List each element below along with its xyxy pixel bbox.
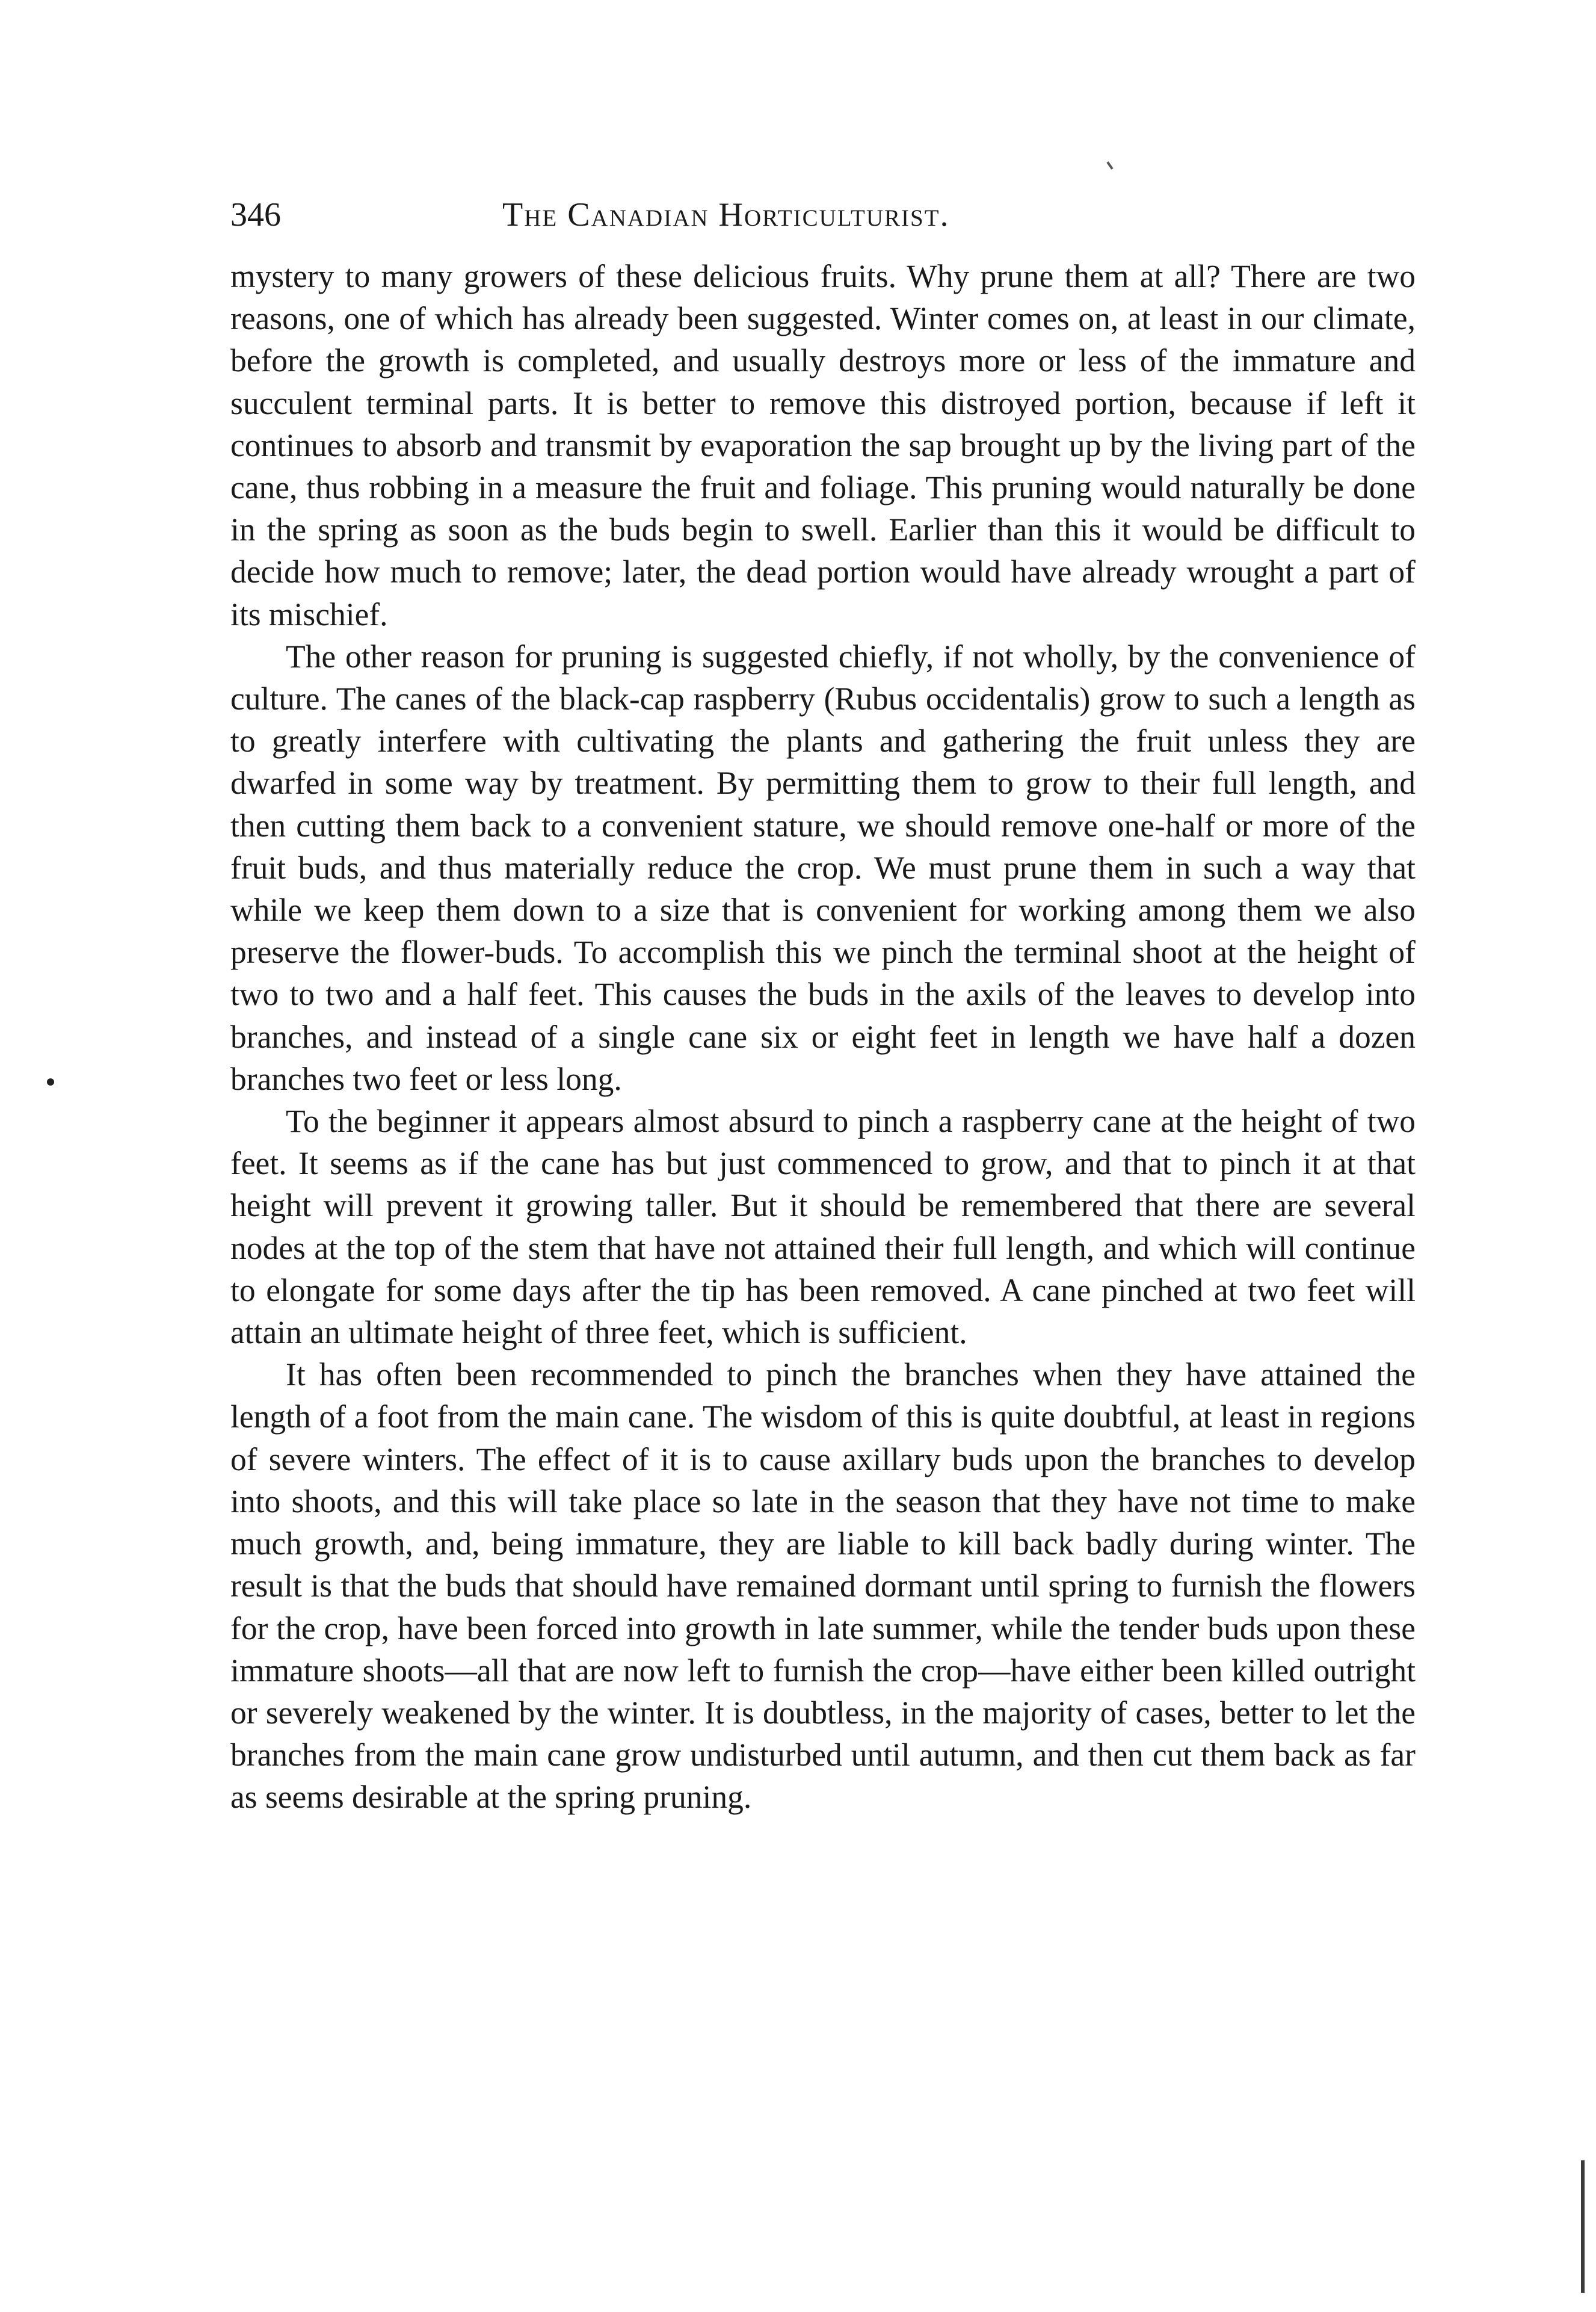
paragraph-pinching-height: To the beginner it appears almost absurd to pinch a raspberry cane at the height of two feet. It seems as if the cane has but just commenced to grow, and that to pinch it at that height will prevent it growing taller. But it should be remembered that there are several nodes at the top of the stem that have not attained their full length, and which will continue to elongate for some days after the tip has been removed. A cane pinched at two feet will attain an ultimate height of three feet, which is sufficient.	[230, 1103, 1416, 1351]
page-number: 346	[230, 196, 281, 233]
paragraph-branch-pinching: It has often been recommended to pinch the branches when they have attained the length of a foot from the main cane. The wisdom of this is quite doubtful, at least in regions of severe winters. The effect of it is to cause axillary buds upon the branches to develop into shoots, and this will take place so late in the season that they have not time to make much growth, and, being immature, they are liable to kill back badly during winter. The result is that the buds that should have remained dormant until spring to furnish the flowers for the crop, have been forced into growth in late summer, while the tender buds upon these immature shoots—all that are now left to furnish the crop—have either been killed outright or severely weakened by the winter. It is doubtless, in the majority of cases, better to let the branches from the main cane grow undisturbed until autumn, and then cut them back as far as seems desirable at the spring pruning.	[230, 1356, 1416, 1816]
margin-bullet-mark	[47, 1078, 54, 1086]
journal-title: The Canadian Horticulturist.	[502, 196, 950, 233]
article-body	[230, 255, 1416, 1819]
running-head	[230, 188, 1121, 242]
scan-artifact-mark	[1106, 161, 1113, 170]
paragraph-continued: mystery to many growers of these delicious fruits. Why prune them at all? There are two reasons, one of which has already been suggested. Winter comes on, at least in our climate, before the growth is completed, and usually destroys more or less of the immature and succulent terminal parts. It is better to remove this distroyed portion, because if left it continues to absorb and transmit by evaporation the sap brought up by the living part of the cane, thus robbing in a measure the fruit and foliage. This pruning would naturally be done in the spring as soon as the buds begin to swell. Earlier than this it would be difficult to decide how much to remove; later, the dead portion would have already wrought a part of its mischief.	[230, 258, 1416, 632]
paragraph-pruning-reason: The other reason for pruning is suggested chiefly, if not wholly, by the convenience of culture. The canes of the black-cap raspberry (Rubus occidentalis) grow to such a length as to greatly interfere with cultivating the plants and gathering the fruit unless they are dwarfed in some way by treatment. By permitting them to grow to their full length, and then cutting them back to a convenient stature, we should remove one-half or more of the fruit buds, and thus materially reduce the crop. We must prune them in such a way that while we keep them down to a size that is convenient for working among them we also preserve the flower-buds. To accomplish this we pinch the terminal shoot at the height of two to two and a half feet. This causes the buds in the axils of the leaves to develop into branches, and instead of a single cane six or eight feet in length we have half a dozen branches two feet or less long.	[230, 638, 1416, 1097]
page-edge-mark	[1581, 2160, 1585, 2293]
